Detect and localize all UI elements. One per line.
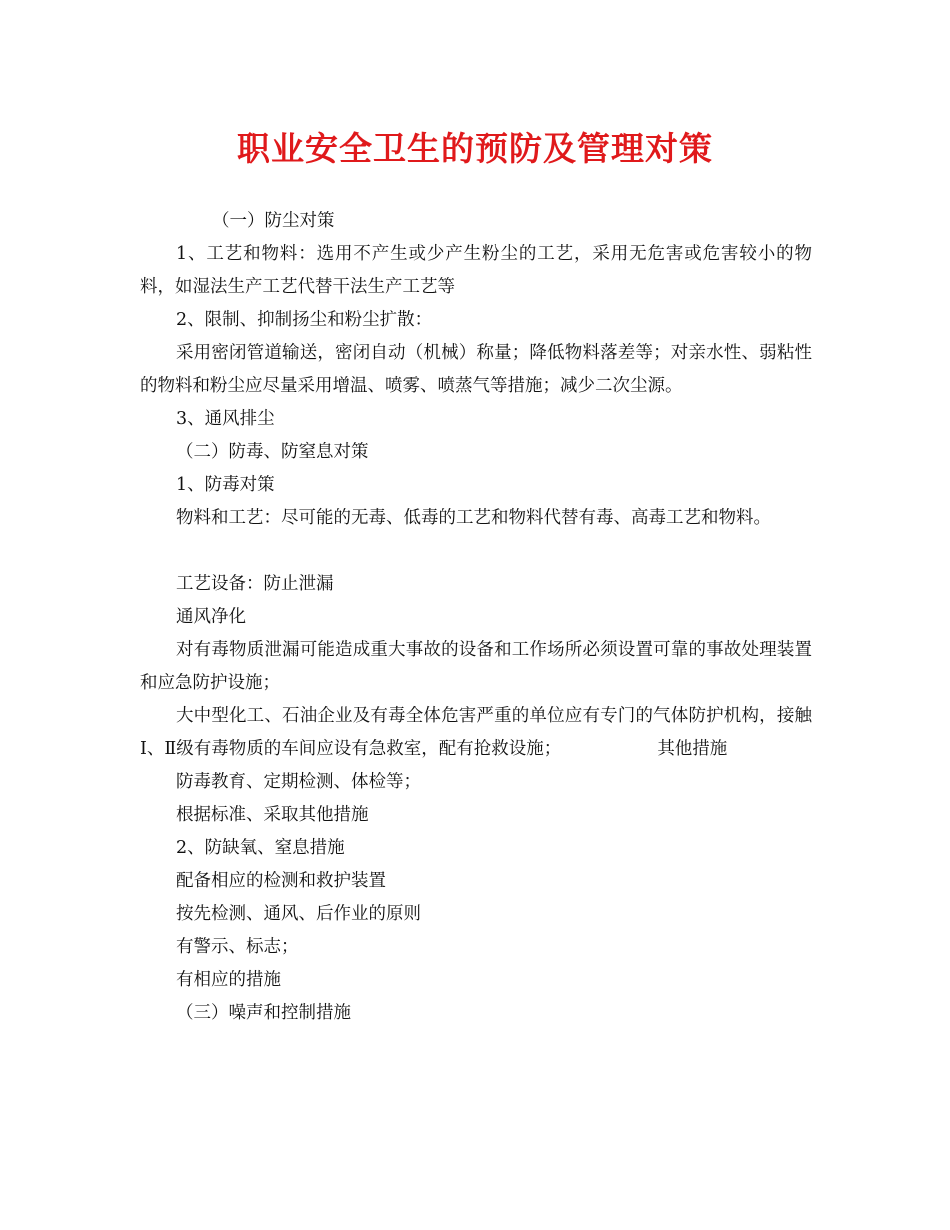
paragraph: 根据标准、采取其他措施	[176, 805, 369, 825]
paragraph: 物料和工艺：尽可能的无毒、低毒的工艺和物料代替有毒、高毒工艺和物料。	[176, 508, 771, 528]
paragraph: 配备相应的检测和救护装置	[176, 871, 386, 891]
paragraph: 有警示、标志；	[176, 937, 299, 957]
paragraph: 2、限制、抑制扬尘和粉尘扩散：	[176, 310, 433, 330]
paragraph: 2、防缺氧、窒息措施	[176, 838, 345, 858]
paragraph: 对有毒物质泄漏可能造成重大事故的设备和工作场所必须设置可靠的事故处理装置和应急防护设施；	[140, 640, 812, 693]
paragraph: 3、通风排尘	[176, 409, 275, 429]
document-title: 职业安全卫生的预防及管理对策	[237, 129, 713, 168]
inline-item: 其他措施	[657, 739, 728, 759]
paragraph: 工艺设备：防止泄漏	[176, 574, 334, 594]
paragraph-text: 大中型化工、石油企业及有毒全体危害严重的单位应有专门的气体防护机构，接触Ⅰ、Ⅱ级有毒物质的车间应设有急救室，配有抢救设施；	[140, 706, 812, 759]
blank-line	[140, 535, 812, 568]
paragraph: 有相应的措施	[176, 970, 281, 990]
document-body	[140, 205, 812, 1030]
paragraph: 1、工艺和物料：选用不产生或少产生粉尘的工艺，采用无危害或危害较小的物料，如湿法生产工艺代替干法生产工艺等	[140, 244, 812, 297]
section-heading-toxic: （二）防毒、防窒息对策	[176, 442, 369, 462]
section-heading-dust: （一）防尘对策	[212, 211, 335, 231]
paragraph: 采用密闭管道输送，密闭自动（机械）称量；降低物料落差等；对亲水性、弱粘性的物料和粉尘应尽量采用增温、喷雾、喷蒸气等措施；减少二次尘源。	[140, 343, 812, 396]
paragraph-with-inline-item	[140, 700, 812, 766]
paragraph: 防毒教育、定期检测、体检等；	[176, 772, 421, 792]
paragraph: 1、防毒对策	[176, 475, 275, 495]
paragraph: 通风净化	[176, 607, 246, 627]
section-heading-noise: （三）噪声和控制措施	[176, 1003, 351, 1023]
paragraph: 按先检测、通风、后作业的原则	[176, 904, 421, 924]
